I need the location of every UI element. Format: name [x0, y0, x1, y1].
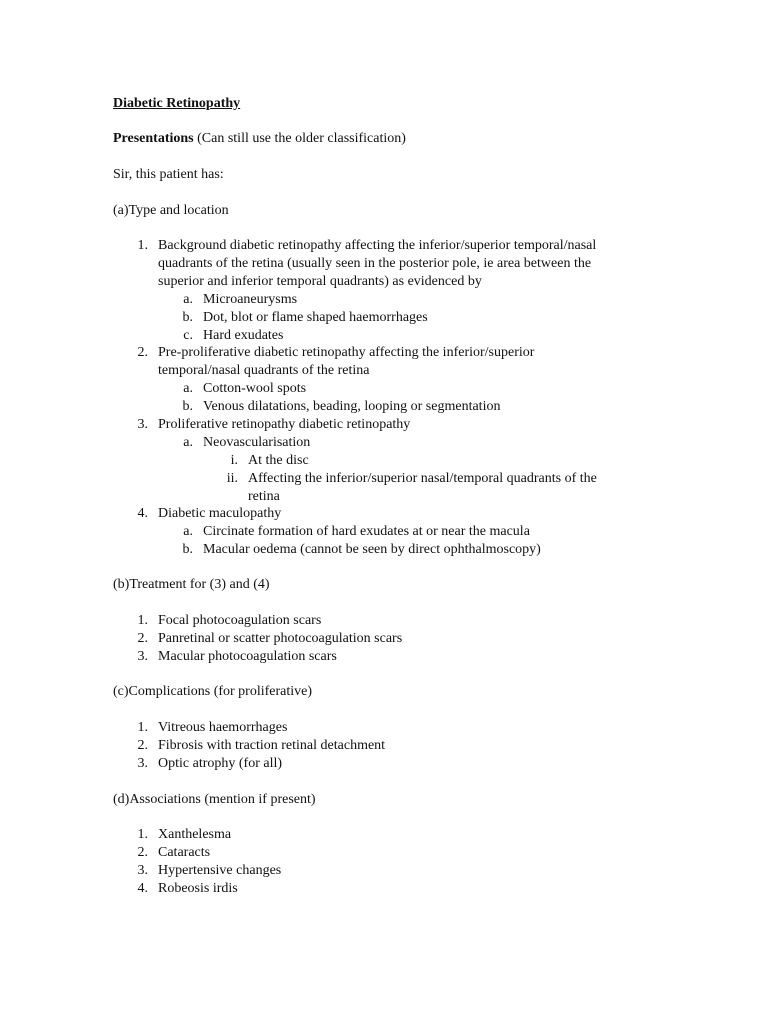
list-item-text: Cataracts: [158, 845, 211, 860]
sub-list-letter: a.: [183, 381, 193, 396]
list-item-text: superior and inferior temporal quadrants) as evidenced by: [158, 274, 482, 289]
list-item-text: Proliferative retinopathy diabetic retinopathy: [158, 417, 411, 432]
sub-list-letter: a.: [183, 435, 193, 450]
list-item-text: Diabetic maculopathy: [158, 506, 282, 521]
list-number: 2.: [137, 845, 148, 860]
sub-list-letter: b.: [182, 310, 193, 325]
list-item-text: Panretinal or scatter photocoagulation scars: [158, 631, 403, 646]
list-item-text: Robeosis irdis: [158, 881, 238, 896]
list-item-text: Focal photocoagulation scars: [158, 613, 322, 628]
sub-sub-list-item: retina: [248, 489, 280, 504]
sub-sub-list-item: At the disc: [248, 453, 309, 468]
sub-list-item: Circinate formation of hard exudates at or near the macula: [203, 524, 530, 539]
section-c-heading: (c)Complications (for proliferative): [113, 684, 313, 699]
list-number: 1.: [137, 720, 148, 735]
sub-list-item: Venous dilatations, beading, looping or segmentation: [203, 399, 501, 414]
section-a-heading: (a)Type and location: [113, 203, 229, 218]
list-item-text: Macular photocoagulation scars: [158, 649, 337, 664]
list-number: 3.: [137, 649, 148, 664]
list-number: 3.: [137, 756, 148, 771]
list-number: 3.: [137, 417, 148, 432]
list-item-text: Hypertensive changes: [158, 863, 282, 878]
list-number: 1.: [137, 827, 148, 842]
doc-title: Diabetic Retinopathy: [113, 96, 241, 111]
list-number: 2.: [137, 345, 148, 360]
presentations-note: (Can still use the older classification): [193, 131, 406, 146]
list-item-text: quadrants of the retina (usually seen in the posterior pole, ie area between the: [158, 256, 592, 271]
sub-list-item: Macular oedema (cannot be seen by direct ophthalmoscopy): [203, 542, 541, 557]
list-number: 3.: [137, 863, 148, 878]
sub-list-item: Cotton-wool spots: [203, 381, 307, 396]
sub-list-letter: c.: [183, 328, 193, 343]
list-item-text: Fibrosis with traction retinal detachment: [158, 738, 386, 753]
list-item-text: Xanthelesma: [158, 827, 232, 842]
list-number: 1.: [137, 613, 148, 628]
sub-sub-list-numeral: ii.: [226, 471, 238, 486]
list-number: 2.: [137, 738, 148, 753]
list-item-text: temporal/nasal quadrants of the retina: [158, 363, 370, 378]
sub-list-item: Hard exudates: [203, 328, 284, 343]
list-number: 2.: [137, 631, 148, 646]
section-d-heading: (d)Associations (mention if present): [113, 792, 316, 807]
sub-list-letter: a.: [183, 292, 193, 307]
sub-list-letter: b.: [182, 542, 193, 557]
sub-sub-list-item: Affecting the inferior/superior nasal/temporal quadrants of the: [248, 471, 597, 486]
sub-list-item: Neovascularisation: [203, 435, 311, 450]
intro-text: Sir, this patient has:: [113, 167, 224, 182]
sub-list-item: Microaneurysms: [203, 292, 298, 307]
list-item-text: Vitreous haemorrhages: [158, 720, 288, 735]
list-number: 4.: [137, 506, 148, 521]
sub-list-letter: b.: [182, 399, 193, 414]
list-item-text: Background diabetic retinopathy affecting the inferior/superior temporal/nasal: [158, 238, 597, 253]
sub-sub-list-numeral: i.: [230, 453, 238, 468]
presentations-line: [113, 130, 406, 148]
sub-list-item: Dot, blot or flame shaped haemorrhages: [203, 310, 428, 325]
list-item-text: Optic atrophy (for all): [158, 756, 283, 771]
list-item-text: Pre-proliferative diabetic retinopathy affecting the inferior/superior: [158, 345, 535, 360]
list-number: 4.: [137, 881, 148, 896]
list-number: 1.: [137, 238, 148, 253]
sub-list-letter: a.: [183, 524, 193, 539]
presentations-label: Presentations: [113, 131, 194, 146]
section-b-heading: (b)Treatment for (3) and (4): [113, 577, 270, 592]
